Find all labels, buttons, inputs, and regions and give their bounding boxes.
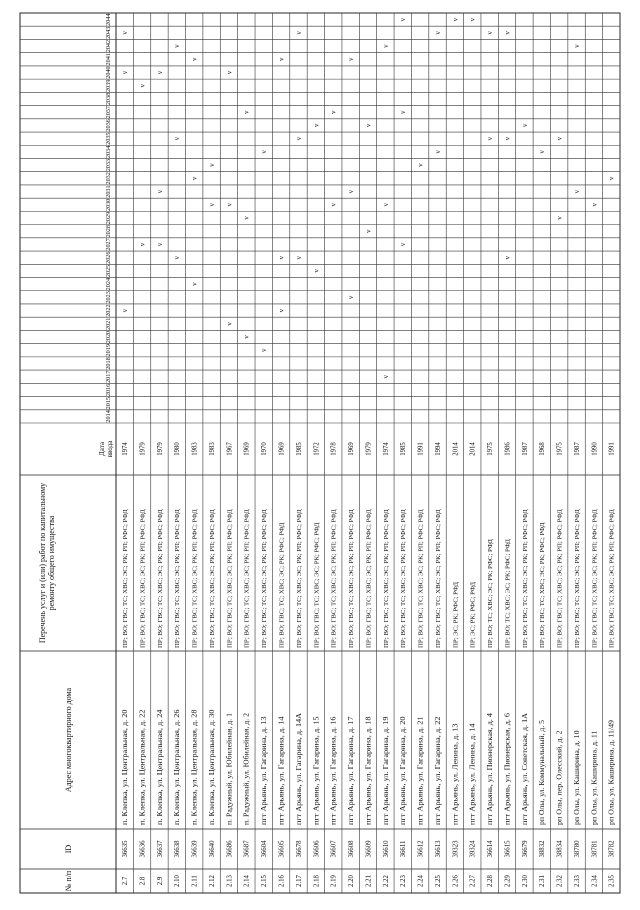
row-works: ПР; ВО; ГВС; ТС; ХВС; ЭС; РК; РП; РФС; РФД — [556, 517, 564, 648]
row-works: ПР; ЭС; РК; РФС; РФД — [469, 584, 477, 648]
schedule-check-mark-2040: v — [225, 70, 234, 75]
row-works: ПР; ВО; ГВС; ТС; ХВС; ЭС; РК; РП; РФС; РФД — [122, 517, 130, 648]
row-num: 2.27 — [469, 875, 477, 887]
row-year-built: 1979 — [156, 442, 164, 456]
schedule-check-mark-2042: v — [381, 44, 390, 48]
row-year-built: 1991 — [417, 442, 425, 456]
year-header-2025: 2025 — [105, 264, 112, 278]
row-year-built: 1974 — [122, 442, 130, 456]
row-year-built: 1975 — [556, 442, 564, 456]
row-works: ПР; ВО; ГВС; ТС; ХВС; ЭС; РК; РП; РФС; РФД — [226, 517, 234, 648]
year-header-2017: 2017 — [105, 370, 112, 383]
row-num: 2.20 — [348, 875, 356, 887]
schedule-check-mark-2043: v — [294, 31, 303, 35]
row-num: 2.24 — [417, 875, 425, 887]
schedule-check-mark-2032: v — [190, 176, 199, 181]
row-address: п. Клепка, ул. Центральная, д. 30 — [208, 729, 216, 825]
row-works: ПР; ВО; ГВС; ТС; ХВС; ЭС; РК; РП; РФС; РФД — [191, 517, 199, 648]
row-address: п. Клепка, ул. Центральная, д. 28 — [191, 729, 199, 825]
row-address: пгт Арьянь, ул. Гагарина, д. 21 — [417, 736, 425, 825]
schedule-check-mark-2031: v — [572, 189, 581, 194]
schedule-check-mark-2041: v — [347, 57, 356, 62]
row-works: ПР; ВО; ТС; ХВС; ЭС; РК; РФС; РФД — [504, 544, 512, 648]
schedule-check-mark-2037: v — [399, 110, 408, 114]
year-header-2015: 2015 — [105, 396, 112, 410]
row-num: 2.21 — [365, 875, 373, 887]
row-address: пгт Арьянь, ул. Гагарина, д. 20 — [400, 736, 408, 825]
row-address: пгт Арьянь, ул. Гагарина, д. 17 — [348, 736, 356, 825]
schedule-check-mark-2026: v — [173, 255, 182, 260]
schedule-check-mark-2019: v — [260, 348, 269, 353]
schedule-check-mark-2027: v — [155, 242, 164, 247]
schedule-check-mark-2042: v — [572, 44, 581, 48]
row-id: 39323 — [452, 840, 460, 858]
row-address: пгт Арьянь, ул. Советская, д. 1А — [521, 731, 529, 825]
row-year-built: 1985 — [400, 442, 408, 456]
schedule-check-mark-2030: v — [225, 203, 234, 207]
schedule-check-mark-2039: v — [138, 83, 147, 88]
row-year-built: 1980 — [174, 442, 182, 456]
schedule-check-mark-2025: v — [312, 269, 321, 273]
row-works: ПР; ВО; ГВС; ТС; ХВС; ЭС; РК; РП; РФС; РФД — [261, 517, 269, 648]
row-num: 2.33 — [573, 875, 581, 887]
schedule-check-mark-2031: v — [347, 189, 356, 194]
row-works: ПР; ВО; ГВС; ТС; ХВС; ЭС; РК; РП; РФС; РФД — [608, 517, 616, 648]
row-id: 36640 — [208, 840, 216, 858]
year-header-2019: 2019 — [105, 344, 112, 357]
row-num: 2.9 — [156, 876, 164, 886]
schedule-check-mark-2037: v — [329, 110, 338, 114]
row-address: пгт Арьянь, ул. Пионерская, д. 6 — [504, 731, 512, 825]
row-year-built: 1968 — [539, 442, 547, 456]
row-id: 36686 — [226, 840, 234, 858]
schedule-check-mark-2035: v — [173, 136, 182, 141]
row-num: 2.28 — [487, 875, 495, 887]
year-header-2024: 2024 — [105, 277, 112, 291]
row-address: пгт Арьянь, ул. Гагарина, д. 19 — [382, 736, 390, 825]
row-num: 2.29 — [504, 875, 512, 887]
row-address: рп Олы, ул. Каширина, д. 10 — [573, 743, 581, 825]
header-date-line2: ввода — [106, 440, 114, 458]
schedule-check-mark-2043: v — [121, 31, 130, 35]
year-header-2034: 2034 — [105, 145, 112, 159]
year-header-2041: 2041 — [105, 53, 112, 66]
row-id: 36613 — [434, 840, 442, 858]
schedule-check-mark-2044: v — [451, 17, 460, 22]
year-header-2039: 2039 — [105, 79, 112, 92]
year-header-2018: 2018 — [105, 357, 112, 370]
row-id: 36610 — [382, 840, 390, 858]
schedule-check-mark-2029: v — [555, 216, 564, 220]
schedule-check-mark-2042: v — [173, 44, 182, 48]
header-num: № п/п — [64, 870, 73, 892]
schedule-check-mark-2036: v — [364, 123, 373, 128]
row-year-built: 1983 — [208, 442, 216, 456]
row-works: ПР; ВО; ГВС; ТС; ХВС; ЭС; РК; РП; РФС; РФД — [573, 517, 581, 648]
row-num: 2.31 — [539, 875, 547, 887]
row-id: 36607 — [330, 840, 338, 858]
row-address: п. Клепка, ул. Центральная, д. 24 — [156, 729, 164, 825]
row-works: ПР; ВО; ГВС; ТС; ХВС; ЭС; РК; РП; РФС; РФД — [348, 517, 356, 648]
row-year-built: 1985 — [295, 442, 303, 456]
row-num: 2.22 — [382, 875, 390, 887]
year-header-2033: 2033 — [105, 158, 112, 172]
schedule-check-mark-2032: v — [607, 176, 616, 181]
schedule-check-mark-2041: v — [277, 57, 286, 62]
row-year-built: 1979 — [365, 442, 373, 456]
row-id: 36636 — [139, 840, 147, 858]
row-year-built: 2014 — [469, 442, 477, 456]
row-works: ПР; ВО; ГВС; ТС; ХВС; ЭС; РК; РП; РФС; РФД — [174, 517, 182, 648]
row-year-built: 1979 — [139, 442, 147, 456]
schedule-check-mark-2035: v — [503, 136, 512, 141]
row-year-built: 2014 — [452, 442, 460, 456]
year-header-2026: 2026 — [105, 251, 112, 264]
row-works: ПР; ВО; ГВС; ТС; ХВС; ЭС; РК; РП; РФС; РФД — [382, 517, 390, 648]
row-num: 2.11 — [191, 875, 199, 887]
row-num: 2.7 — [122, 876, 130, 886]
schedule-check-mark-2034: v — [538, 150, 547, 154]
row-address: рп Олы, пер. Олесский, д. 2 — [556, 744, 564, 825]
row-address: п. Клепка, ул. Центральная, д. 20 — [122, 729, 130, 825]
row-works: ПР; ЭС; РК; РФС; РФД — [452, 584, 460, 648]
row-id: 36679 — [521, 840, 529, 858]
schedule-check-mark-2030: v — [381, 203, 390, 207]
header-date-line1: Дата — [98, 442, 106, 456]
year-header-2040: 2040 — [105, 66, 112, 79]
row-id: 36612 — [417, 840, 425, 858]
row-num: 2.12 — [208, 875, 216, 887]
row-works: ПР; ВО; ГВС; ТС; ХВС; ЭС; РК; РП; РФС; РФД — [295, 517, 303, 648]
row-id: 38781 — [591, 840, 599, 858]
schedule-check-mark-2035: v — [486, 136, 495, 141]
year-header-2038: 2038 — [105, 92, 112, 106]
schedule-check-mark-2030: v — [590, 203, 599, 207]
row-address: пгт Арьянь, ул. Гагарина, д. 22 — [434, 736, 442, 825]
row-id: 36637 — [156, 840, 164, 858]
year-header-2027: 2027 — [105, 238, 112, 251]
schedule-check-mark-2030: v — [329, 203, 338, 207]
year-header-2031: 2031 — [105, 185, 112, 198]
row-num: 2.32 — [556, 875, 564, 887]
row-id: 36687 — [243, 840, 251, 858]
year-header-2037: 2037 — [105, 106, 112, 119]
row-year-built: 1978 — [330, 442, 338, 456]
row-num: 2.23 — [400, 875, 408, 887]
schedule-check-mark-2022: v — [121, 308, 130, 313]
row-num: 2.17 — [295, 875, 303, 887]
row-num: 2.34 — [591, 875, 599, 887]
schedule-check-mark-2043: v — [503, 31, 512, 35]
row-address: пгт Арьянь, ул. Гагарина, д. 16 — [330, 736, 338, 825]
row-year-built: 1987 — [521, 442, 529, 456]
row-works: ПР; ВО; ГВС; ТС; ХВС; ЭС; РК; РП; РФС; РФД — [139, 517, 147, 648]
row-works: ПР; ВО; ГВС; ТС; ХВС; ЭС; РК; РФС; РФД — [278, 528, 286, 648]
row-address: пгт Арьянь, ул. Ленина, д. 14 — [469, 740, 477, 825]
row-works: ПР; ВО; ГВС; ТС; ХВС; ЭС; РК; РП; РФС; РФД — [330, 517, 338, 648]
row-works: ПР; ВО; ГВС; ТС; ХВС; ЭС; РК; РП; РФС; РФД — [434, 517, 442, 648]
row-address: рп Олы, ул. Каширина, д. 11 — [591, 743, 599, 825]
row-address: п. Клепка, ул. Центральная, д. 26 — [174, 729, 182, 825]
row-id: 38834 — [556, 840, 564, 858]
schedule-check-mark-2023: v — [347, 295, 356, 300]
row-num: 2.13 — [226, 875, 234, 887]
row-address: рп Олы, ул. Каширина, д. 11/49 — [608, 734, 616, 825]
schedule-check-mark-2044: v — [468, 17, 477, 22]
row-year-built: 1990 — [591, 442, 599, 456]
header-id: ID — [64, 844, 73, 854]
schedule-check-mark-2026: v — [277, 255, 286, 260]
schedule-check-mark-2027: v — [138, 242, 147, 247]
schedule-check-mark-2024: v — [190, 282, 199, 286]
schedule-check-mark-2029: v — [242, 216, 251, 220]
row-year-built: 1969 — [348, 442, 356, 456]
year-header-2020: 2020 — [105, 330, 112, 344]
row-year-built: 1983 — [191, 442, 199, 456]
schedule-check-mark-2033: v — [416, 163, 425, 167]
row-id: 36614 — [487, 840, 495, 858]
row-id: 36678 — [295, 840, 303, 858]
row-num: 2.8 — [139, 876, 147, 886]
row-year-built: 1991 — [608, 442, 616, 456]
row-works: ПР; ВО; ГВС; ТС; ХВС; ЭС; РК; РФС; РФД — [313, 528, 321, 648]
year-header-2016: 2016 — [105, 383, 112, 397]
schedule-check-mark-2033: v — [207, 163, 216, 167]
row-id: 36615 — [504, 840, 512, 858]
schedule-check-mark-2021: v — [225, 322, 234, 326]
schedule-check-mark-2036: v — [520, 123, 529, 128]
schedule-check-mark-2043: v — [433, 31, 442, 35]
row-num: 2.10 — [174, 875, 182, 887]
row-address: пгт Арьянь, ул. Ленина, д. 13 — [452, 740, 460, 825]
row-year-built: 1987 — [573, 442, 581, 456]
row-num: 2.30 — [521, 875, 529, 887]
row-id: 36604 — [261, 840, 269, 858]
row-id: 36635 — [122, 840, 130, 858]
year-header-2030: 2030 — [105, 198, 112, 211]
header-works: Перечень услуг и (или) работ по капитальному ремонту общего имущества — [38, 482, 57, 644]
schedule-check-mark-2034: v — [433, 150, 442, 154]
row-works: ПР; ВО; ГВС; ТС; ХВС; ЭС; РК; РП; РФС; РФД — [243, 517, 251, 648]
schedule-check-mark-2020: v — [242, 335, 251, 339]
year-header-2021: 2021 — [105, 317, 112, 330]
row-id: 36639 — [191, 840, 199, 858]
year-header-2036: 2036 — [105, 119, 112, 132]
year-header-2023: 2023 — [105, 291, 112, 304]
year-header-2022: 2022 — [105, 304, 112, 317]
row-id: 36638 — [174, 840, 182, 858]
year-header-2029: 2029 — [105, 211, 112, 225]
row-address: пгт Арьянь, ул. Гагарина, д. 18 — [365, 736, 373, 825]
row-works: ПР; ВО; ГВС; ТС; ХВС; ЭС; РК; РП; РФС; РФД — [521, 517, 529, 648]
row-works: ПР; ВО; ТС; ХВС; ЭС; РК; РФС; РФД — [487, 544, 495, 648]
schedule-check-mark-2037: v — [242, 110, 251, 114]
year-header-2044: 2044 — [105, 13, 112, 26]
row-id: 36608 — [348, 840, 356, 858]
schedule-check-mark-2026: v — [294, 255, 303, 260]
year-header-2014: 2014 — [105, 410, 112, 423]
row-num: 2.25 — [434, 875, 442, 887]
year-header-2028: 2028 — [105, 225, 112, 238]
row-works: ПР; ВО; ГВС; ТС; ХВС; ЭС; РК; РП; РФС; РФД — [156, 517, 164, 648]
row-address: пгт Арьянь, ул. Гагарина, д. 15 — [313, 736, 321, 825]
row-num: 2.19 — [330, 875, 338, 887]
year-header-2035: 2035 — [105, 132, 112, 145]
row-address: пгт Арьянь, ул. Гагарина, д. 13 — [261, 736, 269, 825]
row-works: ПР; ВО; ГВС; ТС; ХВС; ЭС; РК; РП; РФС; РФД — [208, 517, 216, 648]
year-header-2042: 2042 — [105, 39, 112, 53]
schedule-check-mark-2031: v — [155, 189, 164, 194]
row-address: пгт Арьянь, ул. Гагарина, д. 14 — [278, 736, 286, 825]
row-address: пгт Арьянь, ул. Пионерская, д. 4 — [487, 731, 495, 825]
row-year-built: 1969 — [278, 442, 286, 456]
row-address: пгт Арьянь, ул. Гагарина, д. 14А — [295, 731, 303, 825]
row-id: 38782 — [608, 840, 616, 858]
schedule-check-mark-2040: v — [155, 70, 164, 75]
schedule-check-mark-2035: v — [555, 136, 564, 141]
row-id: 36609 — [365, 840, 373, 858]
row-address: рп Олы, ул. Коммунальный, д. 5 — [539, 731, 547, 825]
schedule-check-mark-2034: v — [260, 150, 269, 154]
row-works: ПР; ВО; ГВС; ТС; ХВС; ЭС; РК; РП; РФС; РФД — [400, 517, 408, 648]
schedule-check-mark-2036: v — [312, 123, 321, 128]
schedule-check-mark-2030: v — [207, 203, 216, 207]
row-year-built: 1974 — [382, 442, 390, 456]
row-address: п. Радужный, ул. Юбилейная, д. 2 — [243, 727, 251, 825]
row-id: 38780 — [573, 840, 581, 858]
year-header-2032: 2032 — [105, 172, 112, 185]
row-id: 36611 — [400, 840, 408, 858]
row-year-built: 1972 — [313, 442, 321, 456]
row-works: ПР; ВО; ГВС; ТС; ХВС; ЭС; РК; РП; РФС; РФД — [365, 517, 373, 648]
schedule-check-mark-2026: v — [503, 255, 512, 260]
row-year-built: 1975 — [487, 442, 495, 456]
schedule-check-mark-2041: v — [190, 57, 199, 62]
row-num: 2.26 — [452, 875, 460, 887]
row-works: ПР; ВО; ГВС; ТС; ХВС; ЭС; РК; РФС; РФД — [539, 528, 547, 648]
schedule-check-mark-2035: v — [294, 136, 303, 141]
row-id: 36606 — [313, 840, 321, 858]
schedule-check-mark-2017: v — [381, 374, 390, 379]
row-works: ПР; ВО; ГВС; ТС; ХВС; ЭС; РК; РП; РФС; РФД — [591, 517, 599, 648]
row-year-built: 1994 — [434, 442, 442, 456]
row-num: 2.16 — [278, 875, 286, 887]
row-year-built: 1970 — [261, 442, 269, 456]
row-id: 38832 — [539, 840, 547, 858]
row-num: 2.35 — [608, 875, 616, 887]
schedule-check-mark-2027: v — [399, 242, 408, 247]
row-num: 2.15 — [261, 875, 269, 887]
row-num: 2.18 — [313, 875, 321, 887]
row-id: 36605 — [278, 840, 286, 858]
row-year-built: 1986 — [504, 442, 512, 456]
row-year-built: 1969 — [243, 442, 251, 456]
schedule-check-mark-2044: v — [399, 17, 408, 22]
row-year-built: 1967 — [226, 442, 234, 456]
row-works: ПР; ВО; ГВС; ТС; ХВС; ЭС; РК; РП; РФС; РФД — [417, 517, 425, 648]
header-address: Адрес многоквартирного дома — [64, 687, 73, 793]
schedule-check-mark-2028: v — [364, 229, 373, 233]
row-address: п. Клепка, ул. Центральная, д. 22 — [139, 729, 147, 825]
row-id: 39324 — [469, 840, 477, 858]
schedule-check-mark-2022: v — [277, 308, 286, 313]
year-header-2043: 2043 — [105, 26, 112, 40]
row-address: п. Радужный, ул. Юбилейная, д. 1 — [226, 727, 234, 825]
schedule-check-mark-2040: v — [121, 70, 130, 75]
row-num: 2.14 — [243, 875, 251, 887]
schedule-check-mark-2043: v — [486, 31, 495, 35]
